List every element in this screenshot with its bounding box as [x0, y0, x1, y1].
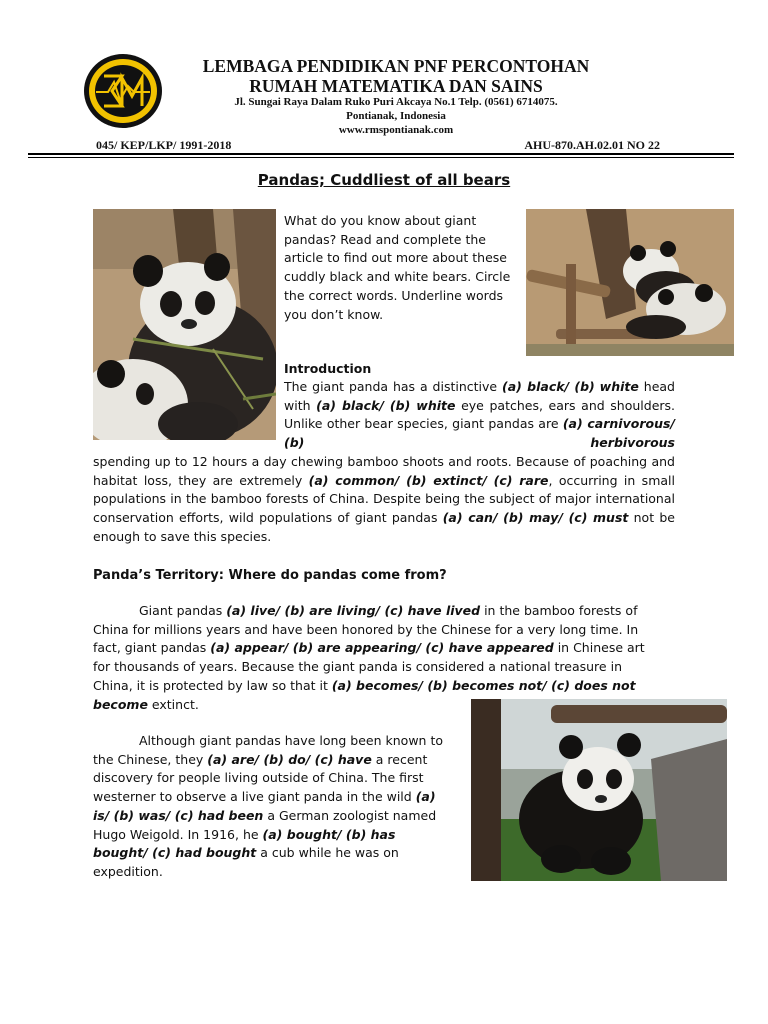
answer-option-rarity[interactable]: (a) common/ (b) extinct/ (c) rare — [308, 472, 549, 488]
territory-heading: Panda’s Territory: Where do pandas come from? — [93, 568, 447, 583]
introduction-paragraph-top: The giant panda has a distinctive (a) black/ (b) white head with (a) black/ (b) white eye patches, ears and shoulders. Unlike other bear species, giant pandas are (a) carnivorous/ (b) herbivorous — [284, 379, 676, 451]
header-rule-thin — [28, 157, 734, 158]
header-registration-code: AHU-870.AH.02.01 NO 22 — [524, 138, 660, 152]
institution-logo — [82, 52, 164, 130]
header-institution-subname: RUMAH MATEMATIKA DAN SAINS — [249, 76, 543, 96]
answer-option-become[interactable]: (a) becomes/ (b) becomes not/ (c) does not become — [93, 677, 636, 712]
answer-option-bought[interactable]: (a) bought/ (b) has bought/ (c) had bought — [93, 826, 396, 861]
answer-option-appear[interactable]: (a) appear/ (b) are appearing/ (c) have appeared — [210, 640, 554, 656]
header-rule — [28, 153, 734, 155]
territory-paragraph-2: Although giant pandas have long been known to the Chinese, they (a) are/ (b) do/ (c) have a recent discovery for people living outside of China. The first westerner to observe a live giant panda in the wild (a) is/ (b) was/ (c) had been a German zoologist named Hugo Weigold. In 1916, he (a) bought/ (b) has bought/ (c) had bought a cub while he was on expedition. — [93, 733, 443, 879]
header-website[interactable]: www.rmspontianak.com — [338, 124, 454, 136]
pandas-playing-photo — [526, 209, 734, 356]
header-institution-name: LEMBAGA PENDIDIKAN PNF PERCONTOHAN — [202, 56, 590, 76]
introduction-heading: Introduction — [284, 361, 372, 376]
answer-option-diet[interactable]: (a) carnivorous/ (b) herbivorous — [284, 416, 675, 451]
header-city: Pontianak, Indonesia — [346, 110, 446, 122]
panda-eating-photo — [93, 209, 276, 440]
answer-option-color-cont[interactable]: white — [599, 379, 639, 394]
introduction-paragraph-bottom: spending up to 12 hours a day chewing bamboo shoots and roots. Because of poaching and habitat loss, they are extremely (a) common/ (b) extinct/ (c) rare, occurring in small populations in the bamboo forests of China. Despite being the subject of major international conservation efforts, wild populations of giant pandas (a) can/ (b) may/ (c) must not be enough to save this species. — [93, 454, 675, 544]
header-license-code: 045/ KEP/LKP/ 1991-2018 — [96, 138, 232, 152]
territory-paragraph-1: Giant pandas (a) live/ (b) are living/ (c) have lived in the bamboo forests of China for millions years and have been honored by the Chinese for a very long time. In fact, giant pandas (a) appear/ (b) are appearing/ (c) have appeared in Chinese art for thousands of years. Because the giant panda is considered a national treasure in China, it is protected by law so that it (a) becomes/ (b) becomes not/ (c) does not become extinct. — [93, 603, 645, 712]
answer-option-live[interactable]: (a) live/ (b) are living/ (c) have lived — [226, 603, 481, 618]
answer-option-color[interactable]: (a) black/ (b) — [502, 379, 595, 394]
panda-cub-photo — [471, 699, 727, 881]
answer-option-modal[interactable]: (a) can/ (b) may/ (c) must — [442, 510, 629, 526]
article-title: Pandas; Cuddliest of all bears — [257, 171, 511, 189]
answer-option-are[interactable]: (a) are/ (b) do/ (c) have — [207, 751, 372, 767]
answer-option-was[interactable]: (a) is/ (b) was/ (c) had been — [93, 789, 436, 823]
header-address: Jl. Sungai Raya Dalam Ruko Puri Akcaya No.1 Telp. (0561) 6714075. — [234, 96, 558, 108]
answer-option-eye-patches[interactable]: (a) black/ (b) white — [316, 397, 456, 413]
intro-prompt: What do you know about giant pandas? Read and complete the article to find out more about these cuddly black and white bears. Circle the correct words. Underline words you don’t know. — [284, 213, 511, 322]
